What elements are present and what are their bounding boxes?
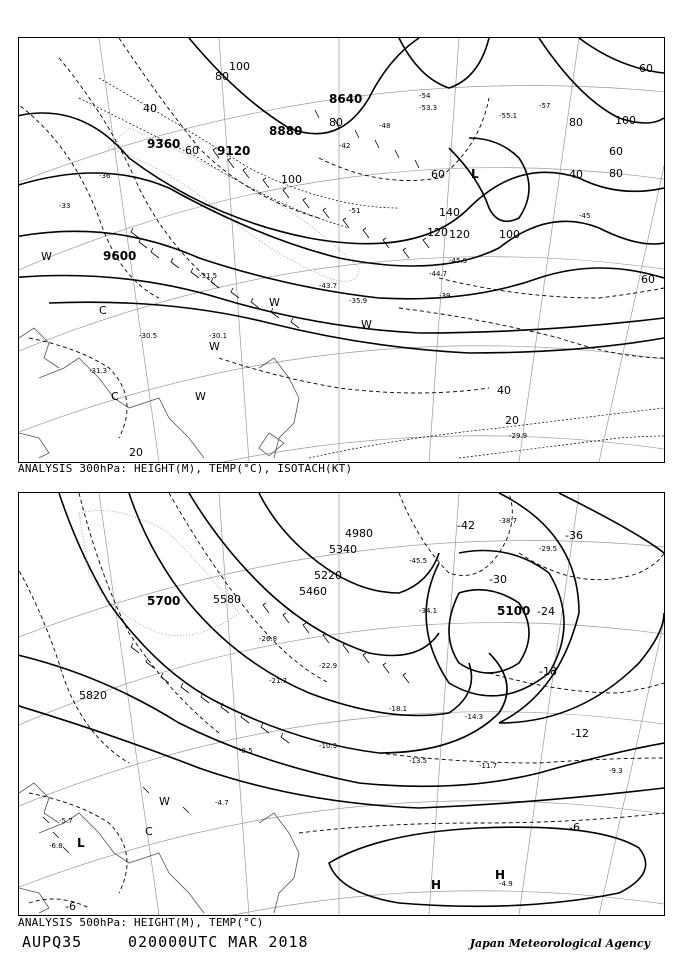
temp-value: -30.1 [209,332,228,340]
temp-value: -44.7 [429,270,448,278]
coastline [19,328,299,458]
temp-value: -45 [579,212,591,220]
temp-contour-label: -30 [489,573,507,586]
isotach-label: 100 [281,173,302,186]
isotach-label: 60 [609,145,623,158]
isotach-label: 100 [499,228,520,241]
isotach-label: 80 [569,116,583,129]
cold-marker: C [111,390,119,403]
warm-marker: W [361,318,372,331]
caption-300hpa: ANALYSIS 300hPa: HEIGHT(M), TEMP(°C), ISOTACH(KT) [18,462,353,475]
temp-value: -57 [539,102,551,110]
isotach-label: 60 [641,273,655,286]
temp-value: -33 [59,202,71,210]
moist-region [79,511,239,636]
warm-marker: W [269,296,280,309]
temp-contour-label: -42 [457,519,475,532]
isotach-label: 80 [609,167,623,180]
temp-contour-label: -36 [565,529,583,542]
valid-time: 020000UTC MAR 2018 [128,933,309,951]
height-label: 8880 [269,124,303,138]
warm-marker: W [159,795,170,808]
isotach-label: 60 [431,168,445,181]
warm-marker: W [209,340,220,353]
temp-value: -36 [99,172,111,180]
isotach-label: 120 [427,226,448,239]
warm-marker: W [195,390,206,403]
agency-name: Japan Meteorological Agency [469,937,650,950]
isotach-label: 80 [329,116,343,129]
high-marker: H [431,878,442,892]
temp-value: -35.9 [349,297,368,305]
height-label: 5460 [299,585,327,598]
map-500hpa-svg [19,493,664,915]
height-label: 9120 [217,144,251,158]
temp-value: -55.1 [499,112,518,120]
isotach-label: 60 [639,62,653,75]
low-marker: L [77,836,85,850]
chart-identifier: AUPQ35 [22,933,83,951]
height-label: 5820 [79,689,107,702]
temp-value: -43.7 [319,282,338,290]
temp-value: -45.5 [409,557,428,565]
temp-value: -10.3 [319,742,338,750]
isotach-label: 20 [505,414,519,427]
isotach-label: 80 [215,70,229,83]
cold-marker: C [99,304,107,317]
temp-value: -39 [439,292,451,300]
temp-value: -26.8 [259,635,278,643]
temp-value: -31.5 [199,272,218,280]
caption-500hpa: ANALYSIS 500hPa: HEIGHT(M), TEMP(°C) [18,916,264,929]
temp-value: -13.5 [409,757,428,765]
isotach-label: 40 [497,384,511,397]
temp-value: -8.5 [239,747,253,755]
height-label: 5580 [213,593,241,606]
height-label: 8640 [329,92,363,106]
temp-value: -11.7 [479,762,498,770]
temp-contour-label: -24 [537,605,555,618]
temp-value: -5.7 [59,817,73,825]
isotach-label: 60 [185,144,199,157]
temp-value: -51 [349,207,361,215]
isotach-label: 20 [129,446,143,459]
temp-value: -38.7 [499,517,518,525]
temp-value: -4.9 [499,880,513,888]
warm-marker: W [41,250,52,263]
temp-value: -21.7 [269,677,288,685]
height-label: 5340 [329,543,357,556]
high-marker: H [495,868,506,882]
temp-value: -6.8 [49,842,63,850]
isotach-label: 140 [439,206,460,219]
height-label: 9600 [103,249,137,263]
isotach-label: 100 [229,60,250,73]
temp-value: -9.3 [609,767,623,775]
temp-contour-label: -12 [571,727,589,740]
analysis-300hpa-map [18,37,665,463]
height-label: 5700 [147,594,181,608]
height-label: 9360 [147,137,181,151]
temp-value: -54 [419,92,431,100]
temp-value: -45.9 [449,257,468,265]
temp-value: -53.3 [419,104,438,112]
temp-value: -18.1 [389,705,408,713]
temp-contour-label: -6 [65,900,76,913]
isotach-label: 40 [569,168,583,181]
isotach-contours [79,78,664,458]
temp-value: -42 [339,142,351,150]
low-marker: L [471,167,479,181]
temp-value: -31.3 [89,367,108,375]
map-300hpa-svg [19,38,664,462]
height-label: 5220 [314,569,342,582]
temp-value: -4.7 [215,799,229,807]
temp-contour-label: -6 [569,821,580,834]
temp-value: -48 [379,122,391,130]
height-contours [19,38,664,353]
height-label: 5100 [497,604,531,618]
isotach-label: 120 [449,228,470,241]
temp-value: -29.9 [509,432,528,440]
temp-value: -14.3 [465,713,484,721]
height-label: 4980 [345,527,373,540]
temp-value: -22.9 [319,662,338,670]
temp-value: -29.5 [539,545,558,553]
analysis-500hpa-map [18,492,665,916]
isotach-label: 40 [143,102,157,115]
temp-value: -34.1 [419,607,438,615]
cold-marker: C [145,825,153,838]
temp-contour-label: -18 [539,665,557,678]
isotach-label: 100 [615,114,636,127]
temp-value: -30.5 [139,332,158,340]
